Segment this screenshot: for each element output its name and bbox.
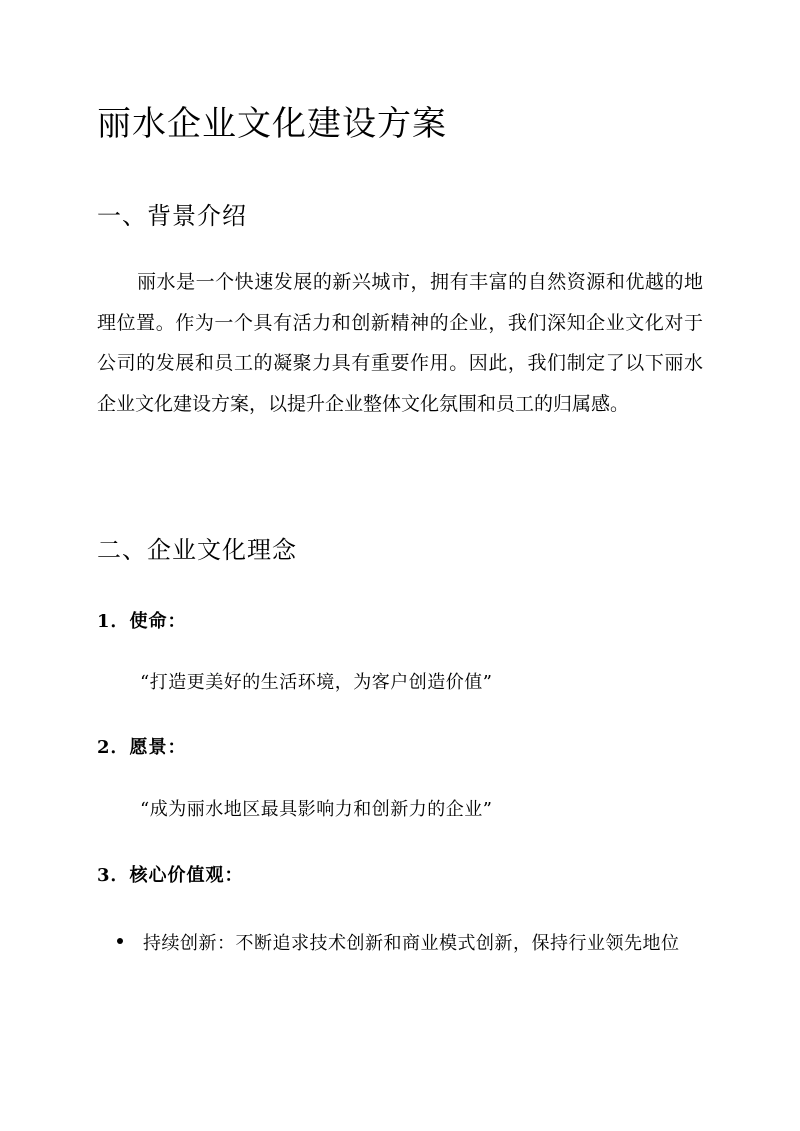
core-value-text: 持续创新：不断追求技术创新和商业模式创新，保持行业领先地位	[143, 933, 680, 954]
vision-text: “成为丽水地区最具影响力和创新力的企业”	[140, 799, 493, 820]
section-heading-culture-concept: 二、企业文化理念	[97, 536, 297, 564]
mission-text: “打造更美好的生活环境，为客户创造价值”	[140, 672, 493, 693]
background-paragraph: 丽水是一个快速发展的新兴城市，拥有丰富的自然资源和优越的地理位置。作为一个具有活力和创新精神的企业，我们深知企业文化对于公司的发展和员工的凝聚力具有重要作用。因此，我们制定了以下丽水企业文化建设方案，以提升企业整体文化氛围和员工的归属感。	[97, 271, 703, 415]
bullet-icon	[117, 938, 123, 944]
mission-label: 1．使命：	[97, 611, 187, 632]
core-value-item	[117, 922, 697, 966]
core-values-label: 3．核心价值观：	[97, 865, 244, 886]
vision-label: 2．愿景：	[97, 737, 187, 758]
section-heading-background: 一、背景介绍	[97, 202, 247, 230]
document-title: 丽水企业文化建设方案	[97, 104, 447, 144]
